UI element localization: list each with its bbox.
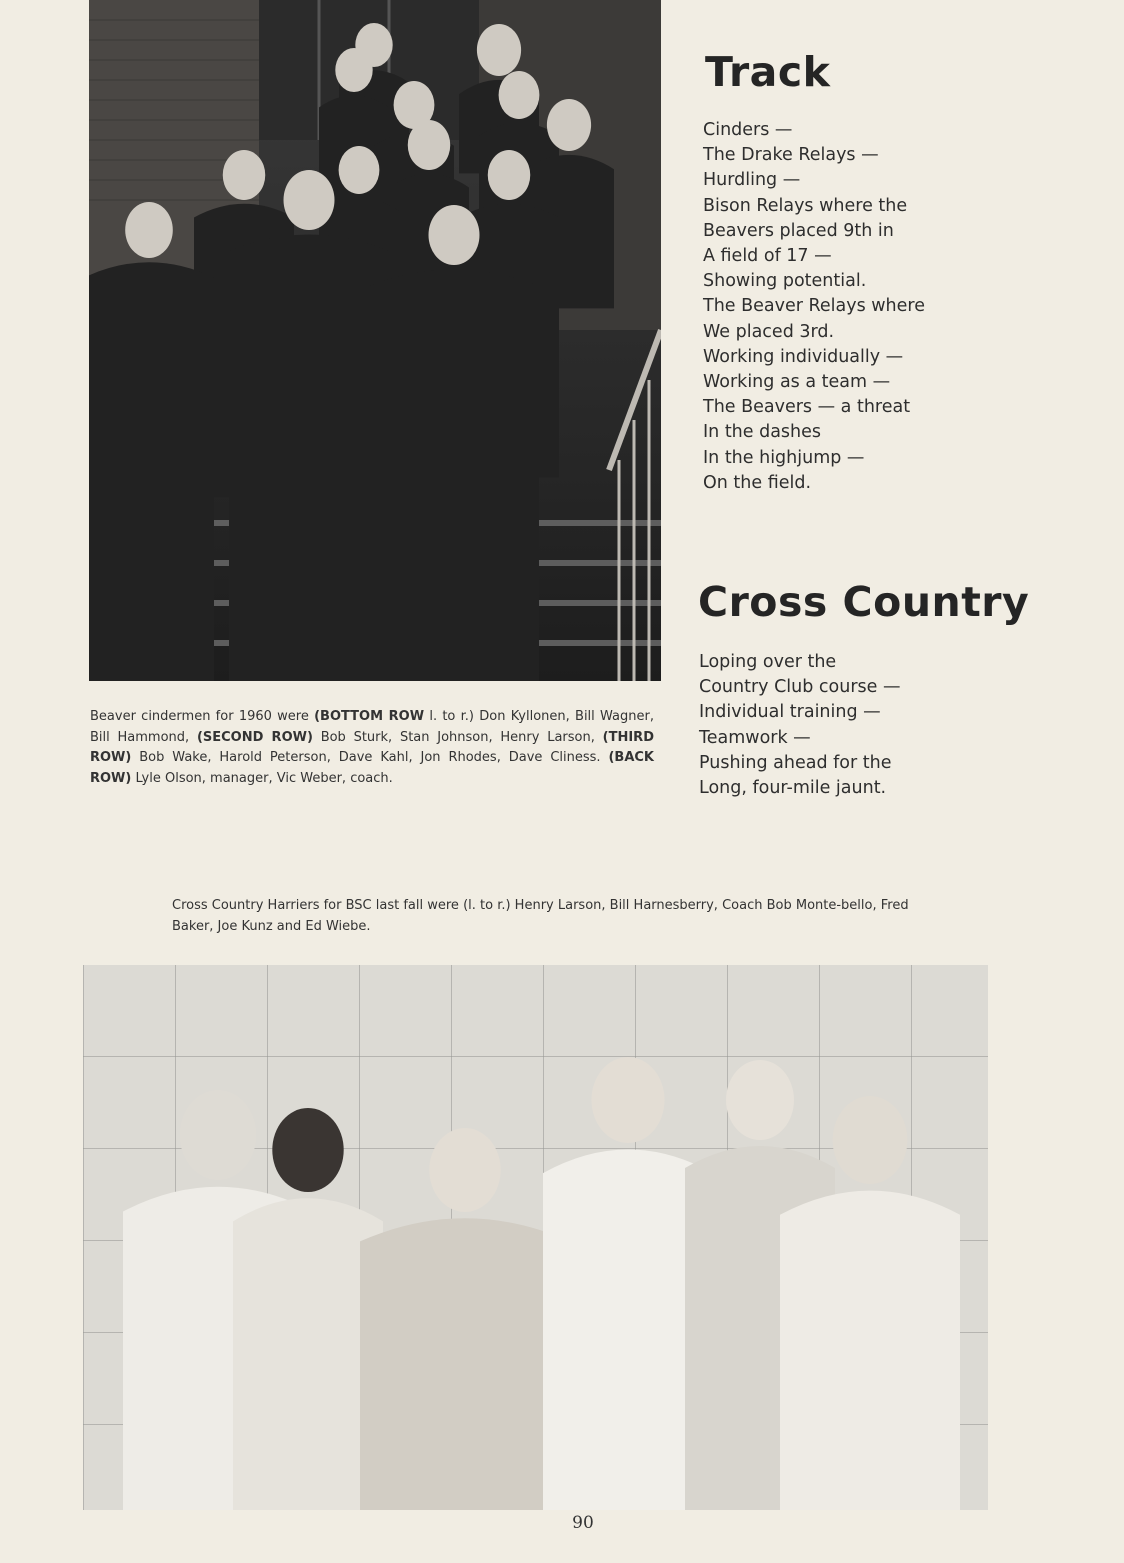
track-team-member <box>229 170 389 681</box>
track-poem-line: In the highjump — <box>703 447 865 468</box>
cross-country-team-member <box>360 1128 570 1510</box>
cross-country-poem-line: Country Club course — <box>699 677 901 698</box>
track-team-photo <box>89 0 661 681</box>
track-poem-line: In the dashes <box>703 422 822 443</box>
caption-intro: Beaver cindermen for 1960 were <box>90 709 309 724</box>
cross-country-poem-line: Teamwork — <box>699 727 811 748</box>
track-poem-line: On the field. <box>703 472 812 493</box>
track-team-photo-illustration <box>89 0 661 681</box>
track-poem-line: The Beaver Relays where <box>703 296 925 317</box>
track-poem-line: Hurdling — <box>703 170 801 191</box>
track-photo-caption <box>90 707 654 789</box>
track-poem-line: Showing potential. <box>703 271 867 292</box>
track-poem-line: Cinders — <box>703 120 793 140</box>
track-poem-line: A field of 17 — <box>703 246 832 267</box>
track-poem-line: The Beavers — a threat <box>703 397 911 418</box>
caption-back-row-names: Lyle Olson, manager, Vic Weber, coach. <box>135 770 393 786</box>
caption-second-row-label: (SECOND ROW) <box>196 729 313 745</box>
track-poem <box>703 118 925 496</box>
caption-third-row-names: Bob Wake, Harold Peterson, Dave Kahl, Jon Rhodes, Dave Cliness. <box>139 750 601 765</box>
track-heading: Track <box>705 48 831 96</box>
cross-country-poem-line: Long, four-mile jaunt. <box>699 778 887 799</box>
track-poem-line: Bison Relays where the <box>703 195 908 216</box>
track-poem-line: Beavers placed 9th in <box>703 220 894 241</box>
caption-bottom-row-label: (BOTTOM ROW <box>314 709 425 724</box>
caption-third-row-label: (THIRD ROW) <box>90 729 654 765</box>
cross-country-poem-line: Loping over the <box>699 652 837 672</box>
track-poem-line: Working as a team — <box>703 372 891 393</box>
page-number: 90 <box>572 1513 594 1533</box>
caption-second-row-names: Bob Sturk, Stan Johnson, Henry Larson, <box>320 729 595 745</box>
cross-country-photo-caption: Cross Country Harriers for BSC last fall were (l. to r.) Henry Larson, Bill Harnesberry, Coach Bob Monte-bello, Fred Baker, Joe Kunz and Ed Wiebe. <box>172 898 909 934</box>
cross-country-heading: Cross Country <box>698 578 1030 626</box>
track-poem-line: The Drake Relays — <box>703 145 879 166</box>
caption-bottom-row-note: l. to r.) <box>429 709 474 724</box>
caption-back-row-label: (BACK ROW) <box>90 750 654 786</box>
cross-country-team-photo <box>83 965 988 1510</box>
cross-country-team-photo-illustration <box>83 965 988 1510</box>
caption-bottom-row-names: Don Kyllonen, Bill Wagner, Bill Hammond, <box>90 709 654 745</box>
cross-country-poem <box>699 650 901 801</box>
track-poem-line: Working individually — <box>703 346 904 367</box>
cross-country-poem-line: Individual training — <box>699 702 881 723</box>
track-poem-line: We placed 3rd. <box>703 321 835 342</box>
cross-country-poem-line: Pushing ahead for the <box>699 752 892 773</box>
track-team-member <box>89 202 214 681</box>
